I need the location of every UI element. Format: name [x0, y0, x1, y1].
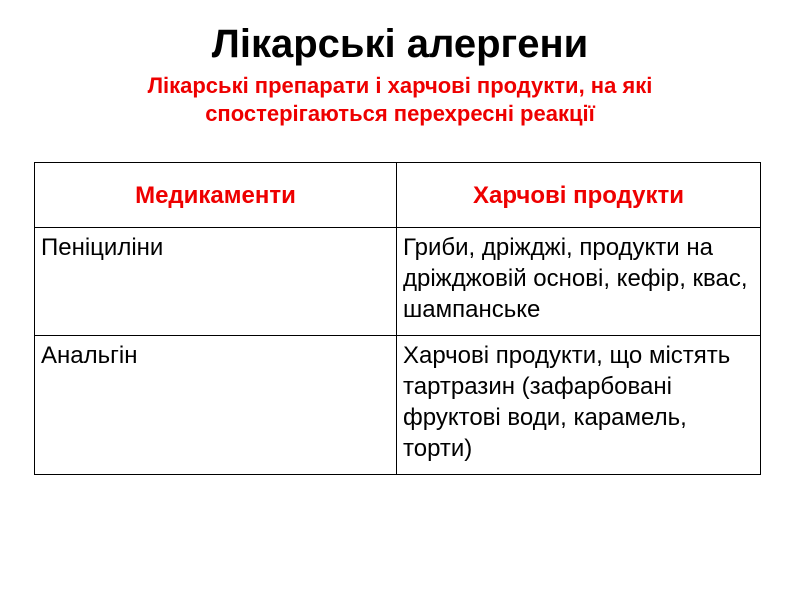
table-row [35, 336, 761, 475]
header-foods: Харчові продукти [397, 163, 761, 228]
slide-subtitle: Лікарські препарати і харчові продукти, на які спостерігаються перехресні реакції [147, 73, 653, 126]
cell-foods: Гриби, дріжджі, продукти на дріжджовій основі, кефір, квас, шампанське [397, 228, 761, 336]
slide-title: Лікарські алергени [211, 22, 589, 66]
cell-medication: Пеніциліни [35, 228, 397, 336]
table-header-row [35, 163, 761, 228]
header-medications: Медикаменти [35, 163, 397, 228]
cell-foods: Харчові продукти, що містять тартразин (зафарбовані фруктові води, карамель, торти) [397, 336, 761, 475]
cell-medication: Анальгін [35, 336, 397, 475]
table-row [35, 228, 761, 336]
allergen-table [34, 162, 761, 475]
